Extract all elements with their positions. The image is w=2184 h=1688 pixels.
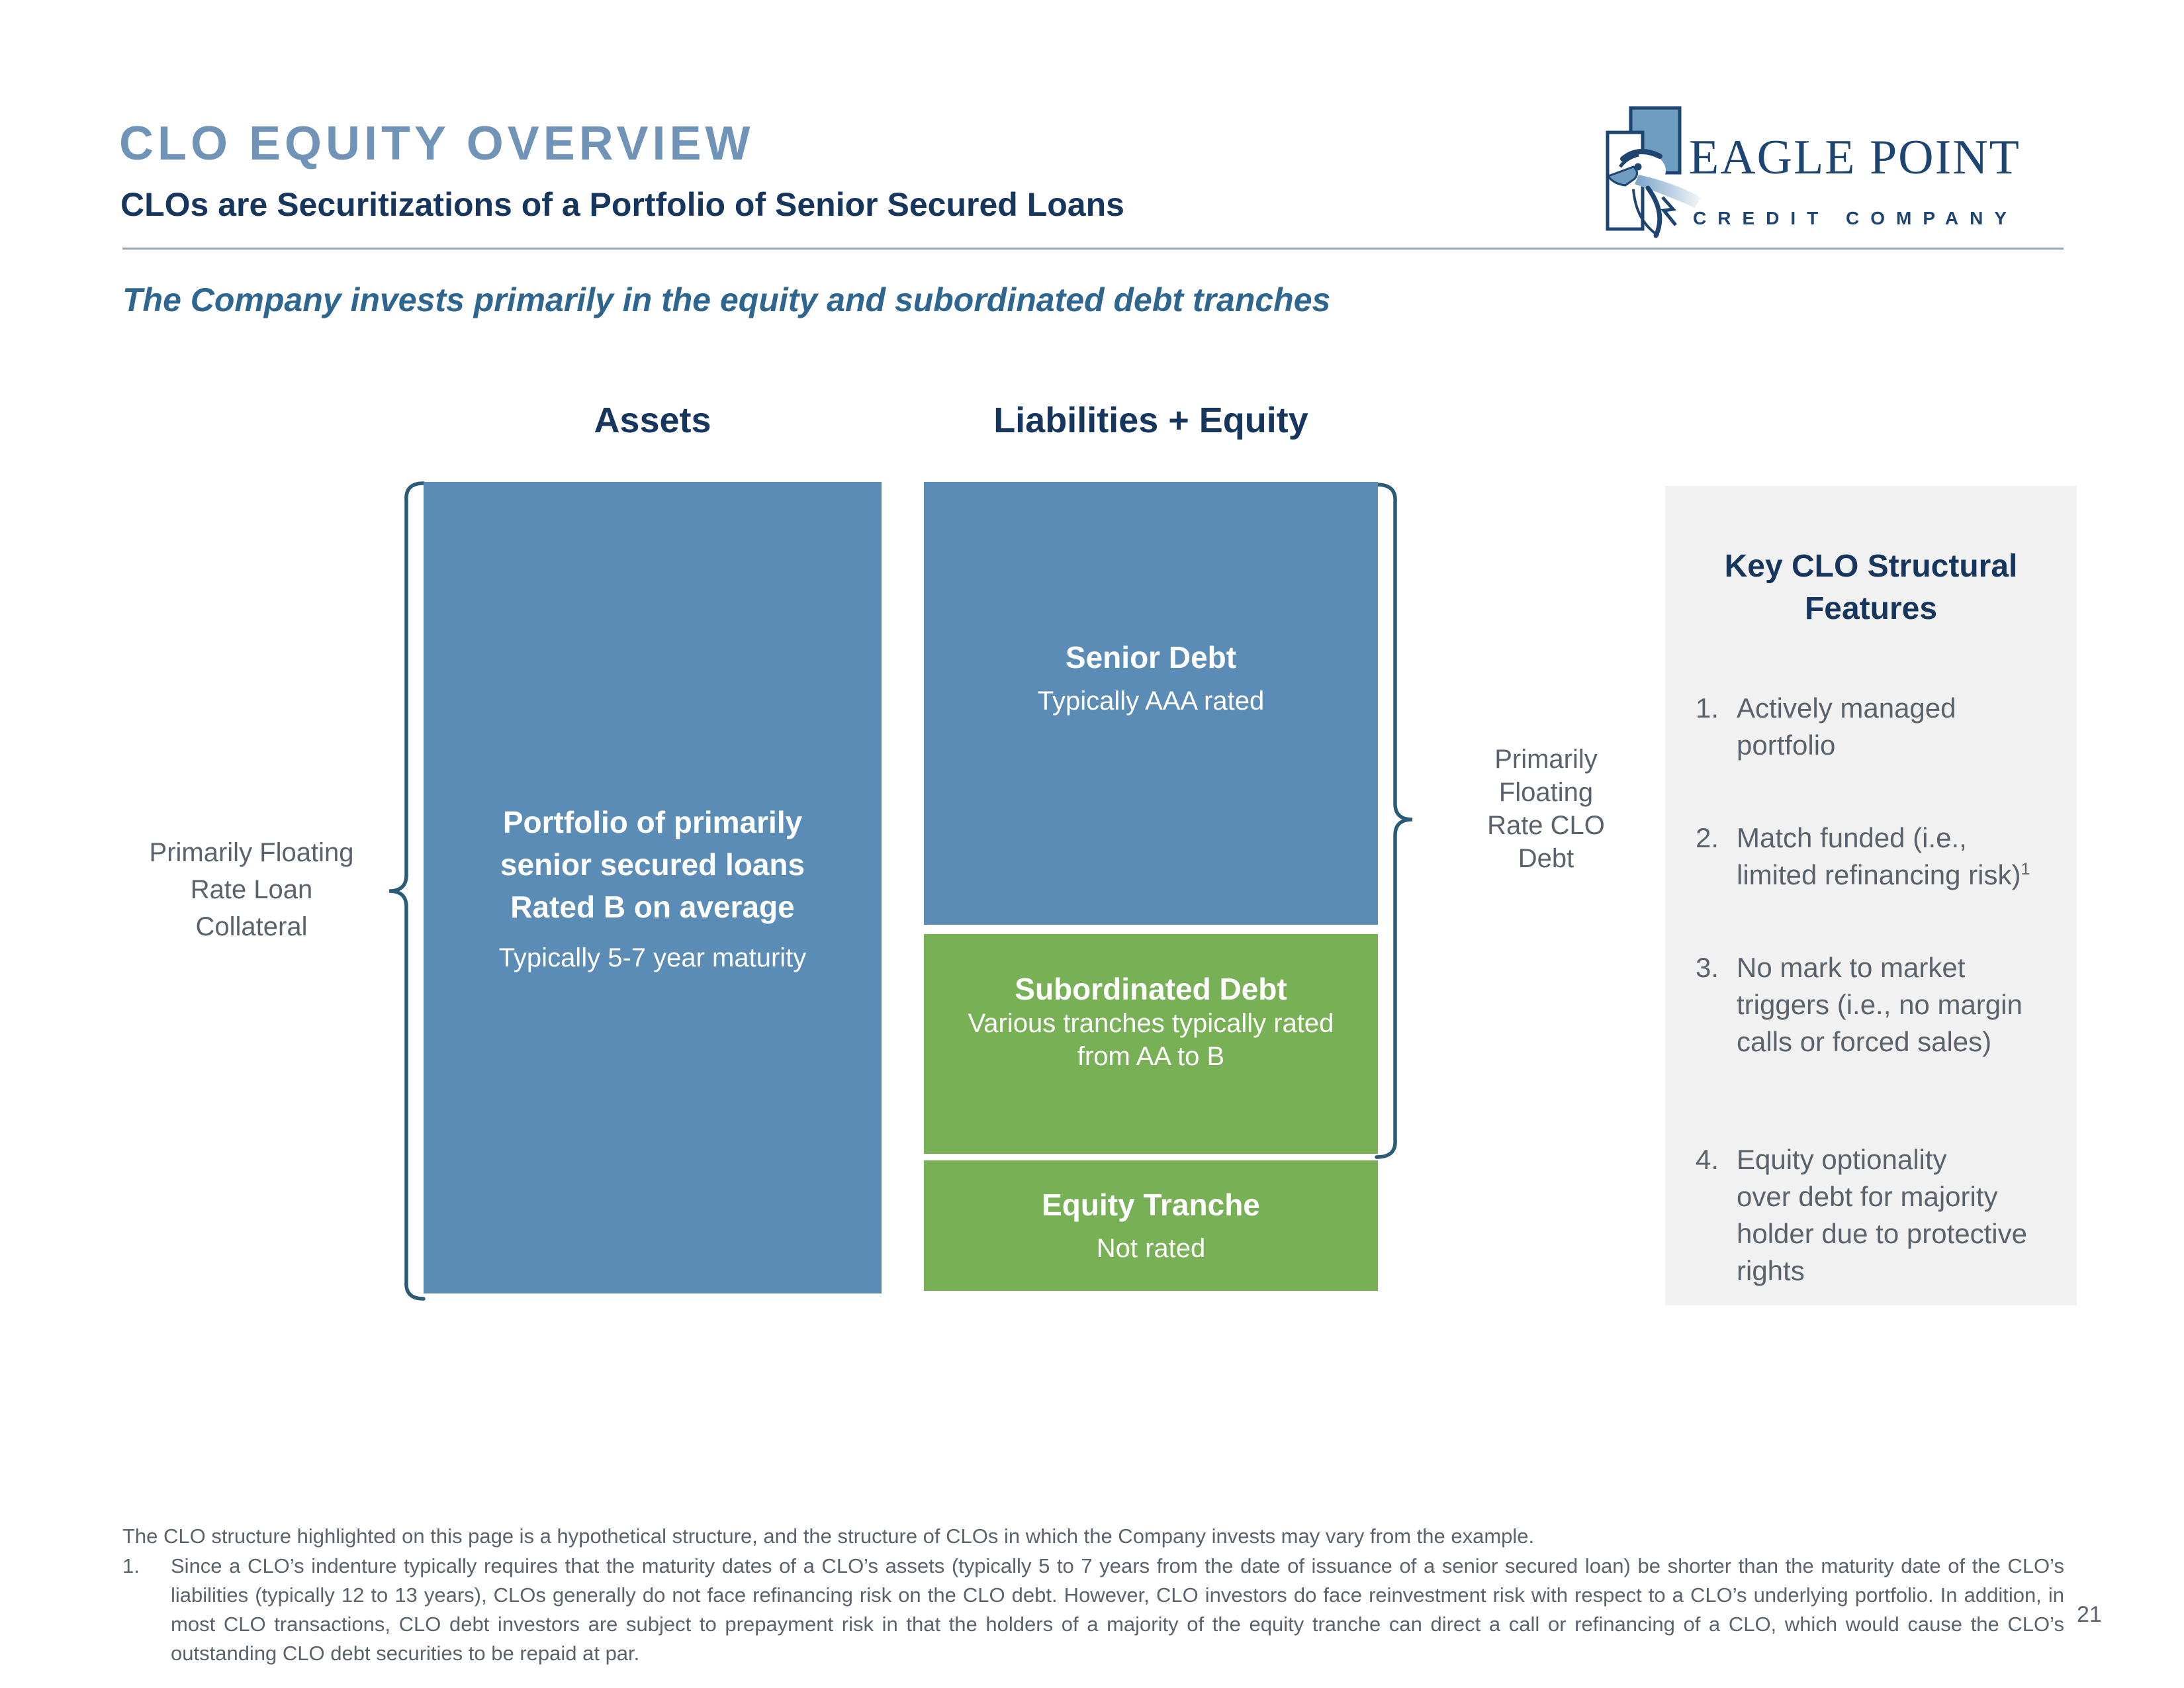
- clo-debt-side-label-line: Debt: [1518, 844, 1574, 873]
- subordinated-debt-note-line: from AA to B: [1077, 1042, 1225, 1071]
- assets-box-line: Rated B on average: [510, 890, 795, 924]
- assets-side-label-line: Primarily Floating: [149, 838, 354, 867]
- header-divider: [122, 248, 2064, 250]
- page-subtitle: CLOs are Securitizations of a Portfolio of Senior Secured Loans: [120, 186, 1124, 223]
- right-brace: [1377, 485, 1412, 1157]
- assets-side-label: [119, 834, 384, 945]
- feature-number: 3.: [1696, 952, 1719, 983]
- assets-box-note: Typically 5-7 year maturity: [498, 943, 807, 972]
- feature-item-2: [1665, 820, 2077, 894]
- clo-debt-side-label-line: Primarily: [1494, 745, 1598, 774]
- clo-debt-side-label: [1418, 743, 1674, 875]
- feature-text-line: Actively managed: [1737, 692, 1956, 724]
- subordinated-debt-note-line: Various tranches typically rated: [968, 1009, 1334, 1038]
- feature-item-4: [1665, 1141, 2077, 1289]
- equity-tranche-title: Equity Tranche: [1042, 1188, 1260, 1222]
- feature-number: 4.: [1696, 1144, 1719, 1175]
- footnote: [122, 1552, 2064, 1668]
- feature-text-line: rights: [1737, 1255, 1805, 1286]
- page-title: CLO EQUITY OVERVIEW: [119, 117, 754, 170]
- feature-text-line: Equity optionality: [1737, 1144, 1947, 1175]
- key-features-panel: [1665, 486, 2077, 1305]
- assets-side-label-line: Collateral: [195, 912, 308, 941]
- senior-debt-note: Typically AAA rated: [1037, 686, 1265, 716]
- tagline: The Company invests primarily in the equity and subordinated debt tranches: [122, 281, 1331, 318]
- clo-debt-side-label-line: Floating: [1498, 778, 1594, 807]
- liabilities-column-header: Liabilities + Equity: [993, 400, 1308, 440]
- feature-text-line: Match funded (i.e.,: [1737, 822, 1967, 853]
- feature-number: 1.: [1696, 692, 1719, 724]
- assets-box-line: senior secured loans: [500, 847, 805, 882]
- subordinated-debt-box: [924, 934, 1378, 1154]
- logo-subname: CREDIT COMPANY: [1693, 208, 2019, 228]
- page-number: 21: [2077, 1602, 2102, 1627]
- footnote-reference: 1: [2021, 860, 2030, 878]
- key-features-title-line: Key CLO Structural: [1724, 549, 2018, 584]
- feature-text-line: over debt for majority: [1737, 1181, 1998, 1212]
- feature-item-1: [1665, 690, 2077, 764]
- assets-column-header: Assets: [594, 400, 711, 440]
- feature-text-line: No mark to market: [1737, 952, 1966, 983]
- senior-debt-box: [924, 482, 1378, 925]
- key-features-title-line: Features: [1804, 591, 1938, 626]
- equity-tranche-note: Not rated: [1096, 1234, 1206, 1263]
- footer-disclaimer: The CLO structure highlighted on this page is a hypothetical structure, and the structure of CLOs in which the Company invests may vary from the example.: [122, 1524, 1535, 1548]
- feature-text-segment: limited refinancing risk): [1737, 859, 2021, 890]
- feature-text-line: holder due to protective: [1737, 1218, 2027, 1249]
- feature-text-line: triggers (i.e., no margin: [1737, 989, 2023, 1020]
- assets-box-line: Portfolio of primarily: [502, 805, 803, 839]
- feature-text-line: calls or forced sales): [1737, 1026, 1992, 1057]
- senior-debt-title: Senior Debt: [1065, 640, 1237, 675]
- logo-name: EAGLE POINT: [1689, 130, 2021, 185]
- clo-debt-side-label-line: Rate CLO: [1487, 811, 1605, 840]
- feature-number: 2.: [1696, 822, 1719, 853]
- feature-text-line: portfolio: [1737, 729, 1836, 761]
- left-brace: [389, 483, 424, 1299]
- equity-tranche-box: [924, 1160, 1378, 1291]
- assets-box: [424, 482, 882, 1293]
- key-features-title: [1665, 545, 2077, 630]
- feature-item-3: [1665, 949, 2077, 1060]
- feature-text-line: [1737, 857, 2030, 894]
- subordinated-debt-title: Subordinated Debt: [1015, 972, 1287, 1006]
- assets-side-label-line: Rate Loan: [190, 875, 313, 904]
- footnote-text: Since a CLO’s indenture typically requires that the maturity dates of a CLO’s assets (typically 5 to 7 years from the date of issuance of a senior secured loan) be shorter than the maturity date of the CLO’s liabilities (typically 12 to 13 years), CLOs generally do not face refinancing risk on the CLO debt. However, CLO investors do face reinvestment risk with respect to a CLO’s underlying portfolio. In addition, in most CLO transactions, CLO debt investors are subject to prepayment risk in that the holders of a majority of the equity tranche can direct a call or refinancing of a CLO, which would cause the CLO’s outstanding CLO debt securities to be repaid at par.: [171, 1554, 2064, 1665]
- footnote-marker: 1.: [122, 1554, 140, 1577]
